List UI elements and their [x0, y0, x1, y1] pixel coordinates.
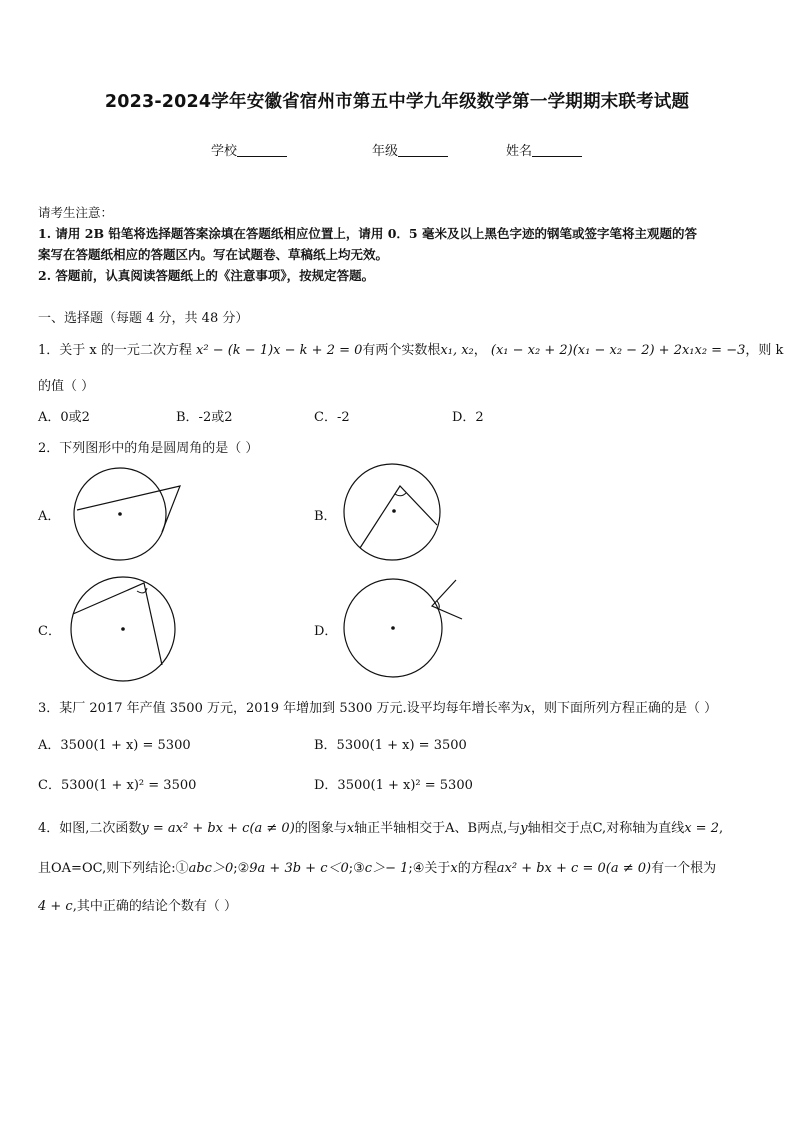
q1-roots: x₁, x₂: [440, 343, 474, 358]
figure-a: [70, 466, 185, 566]
q4-conclusion-1: abc＞0: [188, 861, 234, 876]
q4-equation: ax² + bx + c = 0(a ≠ 0): [496, 861, 652, 876]
grade-blank: [398, 143, 448, 157]
q4-root: 4 + c: [38, 899, 73, 914]
paper-title: 2023-2024学年安徽省宿州市第五中学九年级数学第一学期期末联考试题: [104, 92, 690, 112]
school-label: 学校: [211, 144, 238, 159]
q4-line1-a: 4．如图,二次函数: [38, 821, 142, 836]
question-1: 1．关于 x 的一元二次方程 x² − (k − 1)x − k + 2 = 0有两个实数根x₁, x₂， (x₁ − x₂ + 2)(x₁ − x₂ − 2) + 2x₁x₂ = −3，则 k: [38, 343, 784, 358]
q4-line2-a: 且OA=OC,则下列结论:①: [38, 861, 189, 876]
figure-a-center: [118, 512, 122, 516]
school-blank: [237, 143, 287, 157]
grade-field: [372, 140, 448, 159]
q4-conclusion-2: 9a + 3b + c＜0: [249, 861, 349, 876]
q1-option-b: B．-2或2: [176, 410, 233, 425]
figure-b-circle: [344, 464, 440, 560]
figure-c: [65, 574, 183, 684]
notice-heading: 请考生注意：: [38, 205, 114, 220]
figure-d-angle: [432, 580, 462, 619]
grade-label: 年级: [372, 144, 399, 159]
q4-line1: [38, 817, 723, 836]
q4-y-axis-var: y: [520, 821, 528, 836]
q3-option-d: D．3500(1 + x)² = 5300: [314, 778, 473, 793]
q1-condition: (x₁ − x₂ + 2)(x₁ − x₂ − 2) + 2x₁x₂ = −3: [490, 343, 746, 358]
name-label: 姓名: [506, 144, 533, 159]
q4-line3-text: ,其中正确的结论个数有（ ）: [72, 899, 237, 914]
q4-function: y = ax² + bx + c(a ≠ 0): [141, 821, 295, 836]
q1-equation: x² − (k − 1)x − k + 2 = 0: [196, 343, 363, 358]
q2-label-d: D．: [314, 624, 338, 639]
figure-d-center: [391, 626, 395, 630]
q4-line2-f: 有一个根为: [651, 861, 717, 876]
school-field: [211, 140, 287, 159]
q4-line2-d: ;④关于: [408, 861, 451, 876]
q4-line2: [38, 857, 716, 876]
q4-line2-e: 的方程: [457, 861, 497, 876]
q3-option-b: B．5300(1 + x) = 3500: [314, 738, 467, 753]
section-heading: 一、选择题（每题 4 分，共 48 分）: [38, 311, 249, 326]
q1-option-a: A．0或2: [38, 410, 90, 425]
q4-axis-line: x = 2: [684, 821, 719, 836]
q1-option-c: C．-2: [314, 410, 350, 425]
q4-conclusion-3: c＞− 1: [364, 861, 409, 876]
notice-item2: 2. 答题前，认真阅读答题纸上的《注意事项》，按规定答题。: [38, 268, 375, 283]
q4-line1-d: 轴相交于点C,对称轴为直线: [527, 821, 685, 836]
figure-b-center: [392, 509, 396, 513]
q3-option-c: C．5300(1 + x)² = 3500: [38, 778, 197, 793]
q1-middle: 有两个实数根: [362, 343, 441, 358]
name-blank: [532, 143, 582, 157]
q4-line2-c: ;③: [348, 861, 365, 876]
q4-line1-c: 轴正半轴相交于A、B两点,与: [354, 821, 521, 836]
notice-item1-line1: 1. 请用 2B 铅笔将选择题答案涂填在答题纸相应位置上，请用 0．5 毫米及以上黑色字迹的钢笔或签字笔将主观题的答: [38, 226, 697, 241]
q1-prefix: 1．关于 x 的一元二次方程: [38, 343, 192, 358]
q2-stem: 2．下列图形中的角是圆周角的是（ ）: [38, 441, 259, 456]
q1-option-d: D．2: [452, 410, 484, 425]
figure-b: [340, 460, 444, 564]
q2-label-a: A．: [38, 509, 61, 524]
name-field: [506, 140, 582, 159]
notice-item1-line2: 案写在答题纸相应的答题区内。写在试题卷、草稿纸上均无效。: [38, 247, 389, 262]
q4-line3: [38, 895, 237, 914]
q1-line2: 的值（ ）: [38, 379, 95, 394]
q4-x-var: x: [450, 861, 458, 876]
q2-label-c: C．: [38, 624, 61, 639]
q2-label-b: B．: [314, 509, 337, 524]
figure-c-center: [121, 627, 125, 631]
figure-a-angle: [77, 486, 180, 532]
q1-suffix: ，则 k: [745, 343, 784, 358]
q4-line1-b: 的图象与: [294, 821, 347, 836]
q3-option-a: A．3500(1 + x) = 5300: [38, 738, 191, 753]
q3-stem-b: ，则下面所列方程正确的是（ ）: [531, 701, 718, 716]
q3-var: x: [523, 701, 532, 716]
figure-b-angle-arc: [395, 493, 406, 496]
q4-line1-e: ,: [718, 821, 724, 836]
q4-line2-b: ;②: [233, 861, 250, 876]
figure-c-angle: [73, 583, 162, 665]
figure-d: [340, 575, 466, 685]
q3-stem-a: 3．某厂 2017 年产值 3500 万元，2019 年增加到 5300 万元.设平均每年增长率为: [38, 701, 524, 716]
q4-x-axis-var: x: [346, 821, 355, 836]
question-3: [38, 697, 717, 716]
